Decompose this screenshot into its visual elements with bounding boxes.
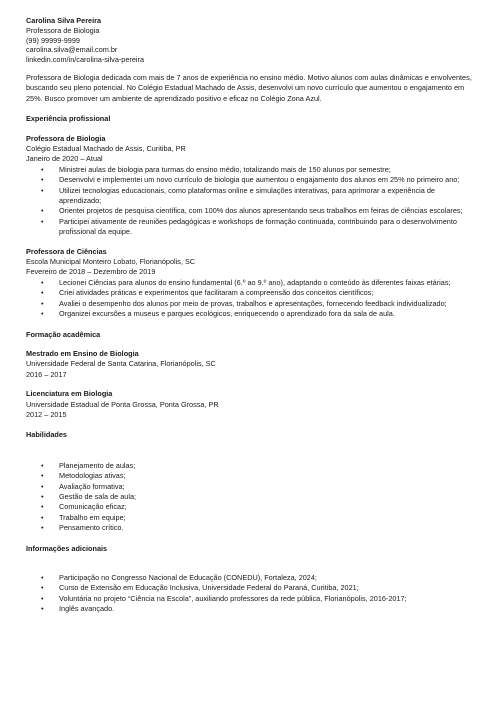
skills-list [26, 461, 474, 534]
candidate-role: Professora de Biologia [26, 25, 100, 35]
job-organization: Escola Municipal Monteiro Lobato, Florianópolis, SC [26, 257, 196, 267]
school-name: Universidade Federal de Santa Catarina, Florianópolis, SC [26, 359, 216, 369]
list-item: • Participei ativamente de reuniões pedagógicas e workshops de formação continuada, contribuindo para o desenvolvimento profissional da equipe. [26, 217, 474, 238]
additional-info-list [26, 573, 474, 615]
list-item: • Utilizei tecnologias educacionais, como plataformas online e simulações interativas, para aprimorar a experiência de aprendizado; [26, 186, 474, 207]
list-item: • Participação no Congresso Nacional de Educação (CONEDU), Fortaleza, 2024; [26, 573, 474, 583]
education-heading: Formação acadêmica [26, 329, 101, 339]
education-dates: 2012 – 2015 [26, 409, 67, 419]
list-item: • Lecionei Ciências para alunos do ensino fundamental (6.º ao 9.º ano), adaptando o conteúdo às diferentes faixas etárias; [26, 278, 474, 288]
job-organization: Colégio Estadual Machado de Assis, Curitiba, PR [26, 144, 186, 154]
list-item: • Avaliei o desempenho dos alunos por meio de provas, trabalhos e apresentações, fornecendo feedback individualizado; [26, 299, 474, 309]
degree-title: Licenciatura em Biologia [26, 389, 113, 399]
list-item: • Criei atividades práticas e experimentos que facilitaram a compreensão dos conceitos científicos; [26, 288, 474, 298]
additional-info-heading: Informações adicionais [26, 543, 108, 553]
list-item: • Pensamento crítico. [26, 523, 474, 533]
job-dates: Fevereiro de 2018 – Dezembro de 2019 [26, 267, 156, 277]
job-entry [26, 247, 474, 320]
job-entry [26, 134, 474, 238]
job-bullet-list [26, 278, 474, 320]
school-name: Universidade Estadual de Ponta Grossa, Ponta Grossa, PR [26, 399, 219, 409]
list-item: • Comunicação eficaz; [26, 502, 474, 512]
professional-summary: Professora de Biologia dedicada com mais de 7 anos de experiência no ensino médio. Motivo alunos com aulas dinâmicas e envolventes, buscando seu pleno potencial. No Colégio Estadual Machado de Assis, desenvolvi um novo currículo que aumentou o engajamento em 25%. Busco promover um ambiente de aprendizado positivo e eficaz no Colégio Zona Azul. [26, 72, 472, 103]
list-item: • Desenvolvi e implementei um novo currículo de biologia que aumentou o engajamento dos alunos em 25% no primeiro ano; [26, 175, 474, 185]
experience-heading: Experiência profissional [26, 114, 111, 124]
list-item: • Avaliação formativa; [26, 482, 474, 492]
list-item: • Trabalho em equipe; [26, 513, 474, 523]
resume-header [26, 16, 474, 65]
skills-heading: Habilidades [26, 430, 67, 440]
list-item: • Inglês avançado. [26, 604, 474, 614]
job-title: Professora de Ciências [26, 246, 107, 256]
list-item: • Curso de Extensão em Educação Inclusiva, Universidade Federal do Paraná, Curitiba, 2021; [26, 583, 474, 593]
job-title: Professora de Biologia [26, 133, 106, 143]
list-item: • Orientei projetos de pesquisa científica, com 100% dos alunos apresentando seus trabalhos em feiras de ciências escolares; [26, 206, 474, 216]
job-dates: Janeiro de 2020 – Atual [26, 154, 103, 164]
list-item: • Organizei excursões a museus e parques ecológicos, enriquecendo o aprendizado fora da sala de aula. [26, 309, 474, 319]
education-dates: 2016 – 2017 [26, 369, 67, 379]
phone-number: (99) 99999-9999 [26, 35, 80, 45]
list-item: • Gestão de sala de aula; [26, 492, 474, 502]
candidate-name: Carolina Silva Pereira [26, 16, 102, 25]
education-entry [26, 389, 474, 420]
email-address: carolina.silva@email.com.br [26, 45, 118, 55]
education-entry [26, 349, 474, 380]
linkedin-url: linkedin.com/in/carolina-silva-pereira [26, 55, 145, 65]
list-item: • Planejamento de aulas; [26, 461, 474, 471]
list-item: • Metodologias ativas; [26, 471, 474, 481]
list-item: • Voluntária no projeto “Ciência na Escola”, auxiliando professores da rede pública, Florianópolis, 2016-2017; [26, 594, 474, 604]
list-item: • Ministrei aulas de biologia para turmas do ensino médio, totalizando mais de 150 alunos por semestre; [26, 165, 474, 175]
job-bullet-list [26, 165, 474, 238]
degree-title: Mestrado em Ensino de Biologia [26, 348, 139, 358]
